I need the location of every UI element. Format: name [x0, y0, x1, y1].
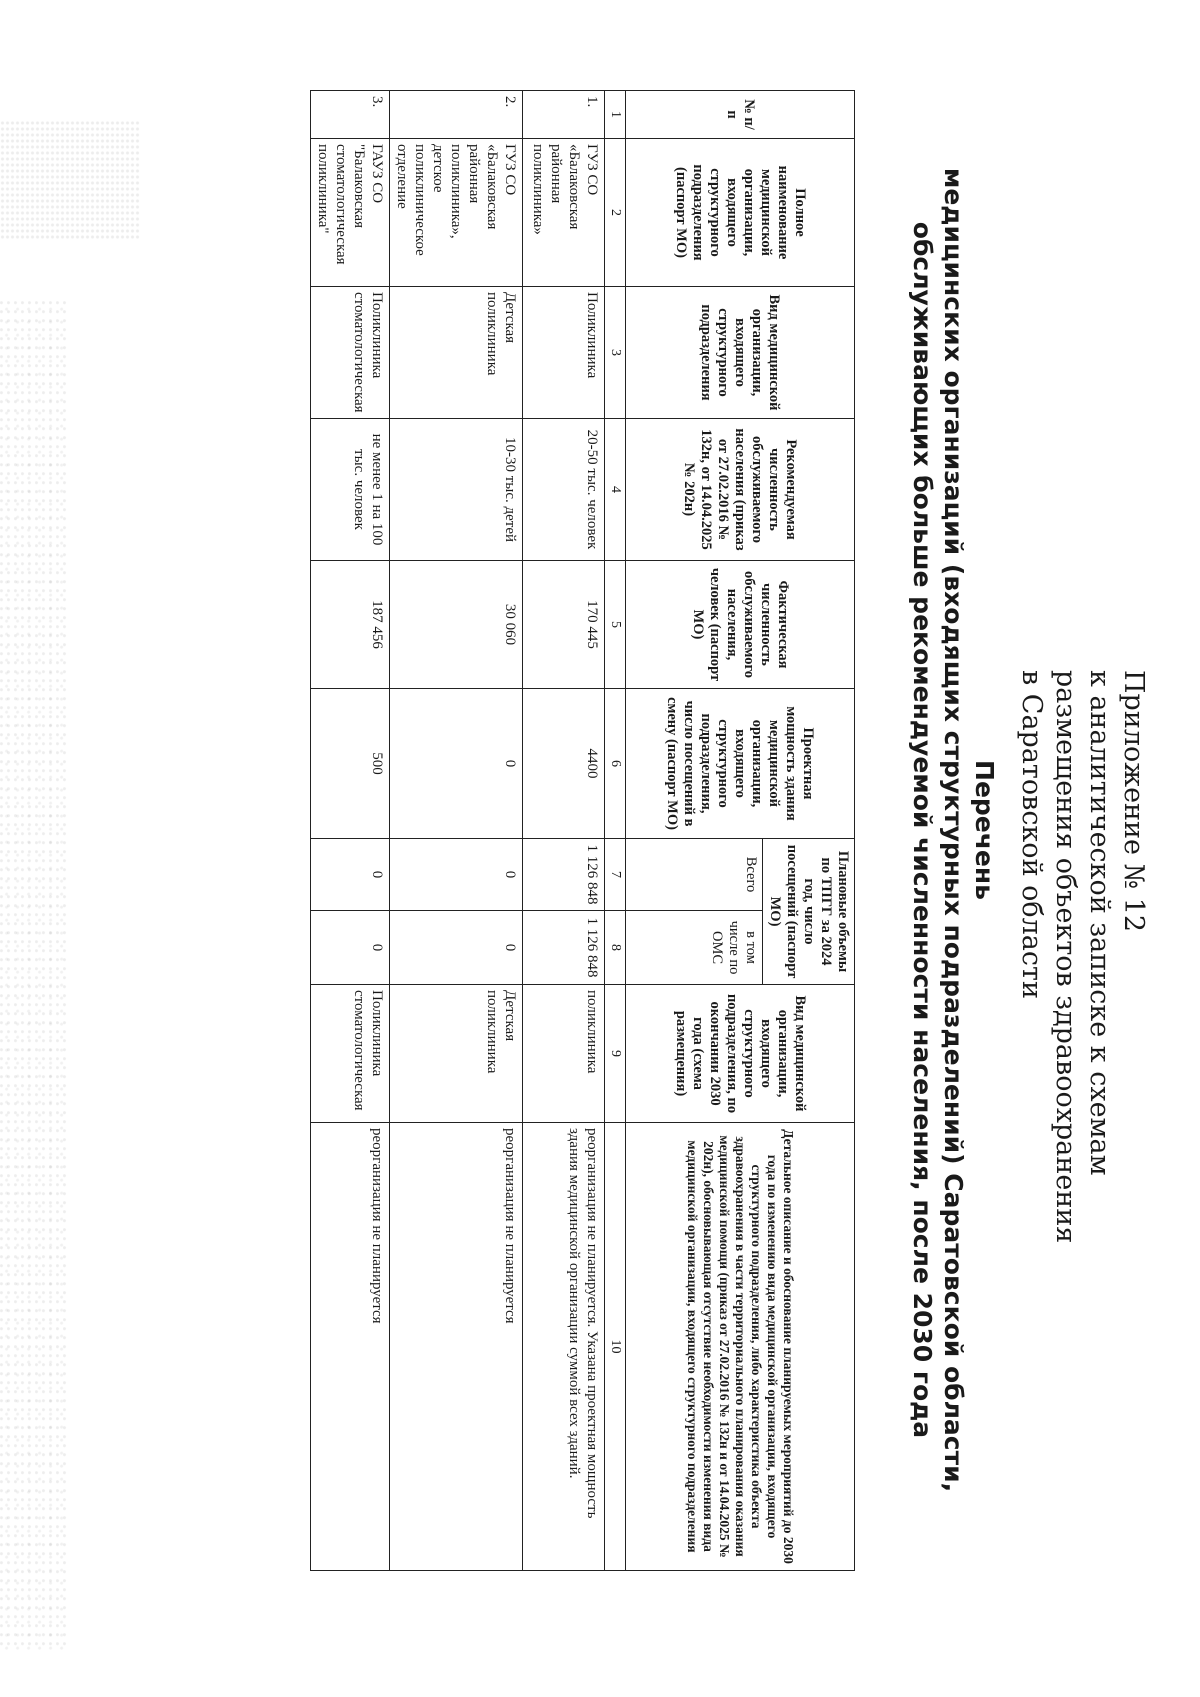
cell-type-2030: Поликлиника стоматологическая [311, 985, 390, 1123]
cell-type: Поликлиника [523, 287, 605, 419]
cell-actual: 30 060 [390, 561, 523, 689]
header-description: Детальное описание и обоснование планируемых мероприятий до 2030 года по изменению вида медицинской организации, входящего структурного подразделения, либо характеристика объекта здравоохранения в части территориального планирования оказания медицинской помощи (приказ от 27.02.2016 № 132н и от 14.04.2025 № 202н), обосновывающая отсутствие необходимости изменения вида медицинской организации, входящего структурного подразделения [626, 1123, 855, 1571]
header-num: № п/п [626, 91, 855, 139]
cell-capacity: 4400 [523, 689, 605, 839]
header-volumes-oms: в том числе по ОМС [626, 911, 763, 985]
header-volumes-total: Всего [626, 839, 763, 911]
column-number-row [605, 91, 626, 1571]
cell-name: ГУЗ СО «Балаковская районная поликлиника» [523, 139, 605, 287]
document-title [907, 30, 1000, 1630]
cell-recommended: 20-50 тыс. человек [523, 419, 605, 561]
cell-recommended: 10-30 тыс. детей [390, 419, 523, 561]
header-volumes: Плановые объемы по ТПГГ за 2024 год, число посещений (паспорт МО) [763, 839, 855, 985]
header-capacity: Проектная мощность здания медицинской организации, входящего структурного подразделения, число посещений в смену (паспорт МО) [626, 689, 855, 839]
column-number: 1 [605, 91, 626, 139]
cell-description: реорганизация не планируется. Указана проектная мощность здания медицинской организации суммой всех зданий. [523, 1123, 605, 1571]
header-type: Вид медицинской организации, входящего структурного подразделения [626, 287, 855, 419]
cell-oms: 1 126 848 [523, 911, 605, 985]
column-number: 5 [605, 561, 626, 689]
organizations-table [310, 90, 855, 1571]
cell-oms: 0 [390, 911, 523, 985]
appendix-line: Приложение № 12 [1118, 670, 1149, 933]
table-header-row [763, 91, 855, 1571]
column-number: 4 [605, 419, 626, 561]
header-type-2030: Вид медицинской организации, входящего структурного подразделения, по окончании 2030 года (схема размещения) [626, 985, 855, 1123]
cell-num: 1. [523, 91, 605, 139]
cell-total: 0 [390, 839, 523, 911]
appendix-line: в Саратовской области [1016, 670, 1047, 999]
cell-capacity: 500 [311, 689, 390, 839]
column-number: 3 [605, 287, 626, 419]
table-row [523, 91, 605, 1571]
header-name: Полное наименование медицинской организации, входящего структурного подразделения (паспорт МО) [626, 139, 855, 287]
title-line: медицинских организаций (входящих структурных подразделений) Саратовской области, [939, 167, 968, 1493]
cell-name: ГАУЗ СО "Балаковская стоматологическая поликлиника" [311, 139, 390, 287]
title-line: обслуживающих больше рекомендуемой численности населения, после 2030 года [908, 221, 937, 1439]
scan-artifact [0, 120, 140, 240]
cell-description: реорганизация не планируется [390, 1123, 523, 1571]
cell-description: реорганизация не планируется [311, 1123, 390, 1571]
cell-name: ГУЗ СО «Балаковская районная поликлиника», детское поликлиническое отделение [390, 139, 523, 287]
scan-artifact [0, 300, 70, 1650]
column-number: 2 [605, 139, 626, 287]
cell-actual: 187 456 [311, 561, 390, 689]
cell-num: 3. [311, 91, 390, 139]
column-number: 6 [605, 689, 626, 839]
appendix-line: размещения объектов здравоохранения [1050, 670, 1081, 1244]
document-page [200, 30, 1200, 1630]
cell-num: 2. [390, 91, 523, 139]
column-number: 10 [605, 1123, 626, 1571]
column-number: 9 [605, 985, 626, 1123]
cell-type-2030: поликлиника [523, 985, 605, 1123]
cell-total: 0 [311, 839, 390, 911]
cell-capacity: 0 [390, 689, 523, 839]
appendix-header [1014, 670, 1150, 1370]
column-number: 7 [605, 839, 626, 911]
column-number: 8 [605, 911, 626, 985]
cell-type: Поликлиника стоматологическая [311, 287, 390, 419]
table-row [311, 91, 390, 1571]
header-recommended: Рекомендуемая численность обслуживаемого населения (приказ от 27.02.2016 № 132н, от 14.04.2025 № 202н) [626, 419, 855, 561]
cell-oms: 0 [311, 911, 390, 985]
title-main: Перечень [970, 760, 999, 900]
cell-type-2030: Детская поликлиника [390, 985, 523, 1123]
cell-type: Детская поликлиника [390, 287, 523, 419]
appendix-line: к аналитической записке к схемам [1084, 670, 1115, 1176]
cell-actual: 170 445 [523, 561, 605, 689]
header-actual: Фактическая численность обслуживаемого населения, человек (паспорт МО) [626, 561, 855, 689]
cell-total: 1 126 848 [523, 839, 605, 911]
cell-recommended: не менее 1 на 100 тыс. человек [311, 419, 390, 561]
table-row [390, 91, 523, 1571]
